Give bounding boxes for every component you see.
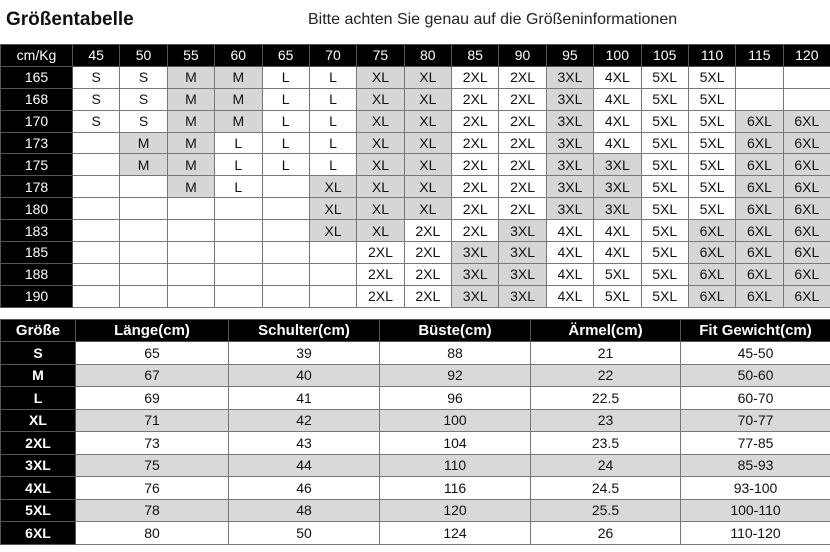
measurement-row bbox=[1, 409, 830, 432]
size-cell: L bbox=[309, 88, 356, 110]
size-cell: XL bbox=[309, 220, 356, 242]
size-cell: 6XL bbox=[688, 285, 735, 307]
size-cell: L bbox=[215, 132, 262, 154]
measurement-cell: 67 bbox=[76, 364, 229, 387]
size-cell bbox=[73, 132, 120, 154]
size-cell: XL bbox=[404, 154, 451, 176]
weight-header-cell: 45 bbox=[73, 45, 120, 67]
height-label: 188 bbox=[1, 263, 73, 285]
size-cell: L bbox=[262, 110, 309, 132]
size-cell bbox=[262, 176, 309, 198]
height-label: 165 bbox=[1, 66, 73, 88]
size-cell: 2XL bbox=[499, 198, 546, 220]
size-cell: 3XL bbox=[499, 285, 546, 307]
measurement-cell: 110 bbox=[380, 454, 531, 477]
measurement-cell: 40 bbox=[229, 364, 380, 387]
size-cell: 6XL bbox=[736, 154, 783, 176]
size-cell: 5XL bbox=[594, 285, 641, 307]
size-cell: 6XL bbox=[783, 176, 830, 198]
size-cell: 2XL bbox=[357, 285, 404, 307]
size-cell bbox=[73, 242, 120, 264]
measurement-cell: 41 bbox=[229, 387, 380, 410]
size-cell: 6XL bbox=[736, 220, 783, 242]
weight-header-cell: 50 bbox=[120, 45, 167, 67]
size-cell: 6XL bbox=[736, 198, 783, 220]
size-cell: 4XL bbox=[546, 285, 593, 307]
measurement-cell: 23 bbox=[531, 409, 681, 432]
measurement-cell: 39 bbox=[229, 342, 380, 365]
height-label: 170 bbox=[1, 110, 73, 132]
measurement-cell: 73 bbox=[76, 432, 229, 455]
size-cell bbox=[262, 198, 309, 220]
size-cell: XL bbox=[357, 220, 404, 242]
size-cell: L bbox=[309, 132, 356, 154]
size-cell: 2XL bbox=[404, 285, 451, 307]
height-label: 185 bbox=[1, 242, 73, 264]
size-cell: 5XL bbox=[641, 198, 688, 220]
size-label: 5XL bbox=[1, 499, 76, 522]
size-cell: 2XL bbox=[452, 176, 499, 198]
size-cell: 4XL bbox=[594, 88, 641, 110]
size-chart-row bbox=[1, 88, 830, 110]
size-cell: XL bbox=[357, 110, 404, 132]
measurement-cell: 46 bbox=[229, 477, 380, 500]
size-chart-row bbox=[1, 198, 830, 220]
size-cell: 4XL bbox=[594, 66, 641, 88]
size-cell: 4XL bbox=[594, 220, 641, 242]
height-label: 178 bbox=[1, 176, 73, 198]
measurement-cell: 93-100 bbox=[681, 477, 830, 500]
size-cell: M bbox=[167, 154, 214, 176]
size-cell: 3XL bbox=[594, 198, 641, 220]
size-cell: 6XL bbox=[783, 154, 830, 176]
size-cell bbox=[736, 66, 783, 88]
size-cell: XL bbox=[357, 176, 404, 198]
size-chart-row bbox=[1, 132, 830, 154]
measurement-cell: 50 bbox=[229, 522, 380, 545]
size-cell: L bbox=[262, 154, 309, 176]
size-cell bbox=[215, 198, 262, 220]
weight-header-cell: 95 bbox=[546, 45, 593, 67]
size-cell: 5XL bbox=[688, 154, 735, 176]
measurement-row bbox=[1, 454, 830, 477]
size-cell: 6XL bbox=[783, 285, 830, 307]
size-cell: 6XL bbox=[688, 263, 735, 285]
weight-header-cell: 80 bbox=[404, 45, 451, 67]
size-cell: M bbox=[167, 110, 214, 132]
size-cell: L bbox=[309, 110, 356, 132]
size-cell: 2XL bbox=[499, 132, 546, 154]
size-chart-row bbox=[1, 154, 830, 176]
size-cell: M bbox=[215, 110, 262, 132]
size-cell: L bbox=[262, 88, 309, 110]
size-cell: XL bbox=[357, 154, 404, 176]
size-cell bbox=[73, 263, 120, 285]
size-cell: M bbox=[215, 88, 262, 110]
column-header: Büste(cm) bbox=[380, 319, 531, 342]
measurement-cell: 124 bbox=[380, 522, 531, 545]
size-cell: 2XL bbox=[499, 88, 546, 110]
size-cell: XL bbox=[404, 198, 451, 220]
measurement-cell: 104 bbox=[380, 432, 531, 455]
measurement-cell: 21 bbox=[531, 342, 681, 365]
size-cell: 2XL bbox=[404, 263, 451, 285]
size-cell: 5XL bbox=[688, 132, 735, 154]
size-cell: 2XL bbox=[452, 198, 499, 220]
size-cell: XL bbox=[357, 132, 404, 154]
size-cell bbox=[73, 198, 120, 220]
size-cell: 5XL bbox=[641, 66, 688, 88]
size-cell: S bbox=[120, 110, 167, 132]
size-cell: XL bbox=[404, 110, 451, 132]
height-label: 173 bbox=[1, 132, 73, 154]
size-cell: L bbox=[262, 66, 309, 88]
size-cell: 6XL bbox=[736, 176, 783, 198]
size-label: M bbox=[1, 364, 76, 387]
size-cell: 5XL bbox=[594, 263, 641, 285]
size-cell bbox=[167, 220, 214, 242]
size-cell bbox=[120, 242, 167, 264]
size-cell: 3XL bbox=[546, 88, 593, 110]
size-cell: 6XL bbox=[736, 285, 783, 307]
size-cell bbox=[309, 285, 356, 307]
size-cell: 4XL bbox=[546, 242, 593, 264]
size-cell bbox=[736, 88, 783, 110]
size-label: S bbox=[1, 342, 76, 365]
size-label: 3XL bbox=[1, 454, 76, 477]
size-cell: 6XL bbox=[783, 242, 830, 264]
measurements-table bbox=[0, 319, 830, 545]
measurement-row bbox=[1, 364, 830, 387]
size-cell: 6XL bbox=[736, 242, 783, 264]
page-subtitle: Bitte achten Sie genau auf die Größeninformationen bbox=[308, 11, 678, 28]
corner-label: cm/Kg bbox=[1, 45, 73, 67]
size-cell: XL bbox=[404, 132, 451, 154]
size-cell: 2XL bbox=[452, 88, 499, 110]
height-label: 190 bbox=[1, 285, 73, 307]
measurement-cell: 65 bbox=[76, 342, 229, 365]
weight-header-cell: 85 bbox=[452, 45, 499, 67]
size-cell: XL bbox=[404, 66, 451, 88]
size-chart-row bbox=[1, 66, 830, 88]
size-cell: 6XL bbox=[783, 263, 830, 285]
size-cell: M bbox=[167, 132, 214, 154]
size-cell bbox=[73, 154, 120, 176]
measurement-cell: 100 bbox=[380, 409, 531, 432]
size-chart-header-row bbox=[1, 45, 830, 67]
size-cell: XL bbox=[404, 88, 451, 110]
size-cell: 2XL bbox=[452, 154, 499, 176]
measurement-cell: 77-85 bbox=[681, 432, 830, 455]
size-cell bbox=[167, 285, 214, 307]
size-cell: 4XL bbox=[594, 242, 641, 264]
size-label: 4XL bbox=[1, 477, 76, 500]
measurement-cell: 22.5 bbox=[531, 387, 681, 410]
size-cell: 5XL bbox=[641, 88, 688, 110]
size-cell: 3XL bbox=[452, 285, 499, 307]
size-cell: 5XL bbox=[641, 110, 688, 132]
column-header: Fit Gewicht(cm) bbox=[681, 319, 830, 342]
size-cell: 3XL bbox=[499, 242, 546, 264]
measurement-row bbox=[1, 342, 830, 365]
size-cell bbox=[309, 263, 356, 285]
size-cell: 2XL bbox=[357, 242, 404, 264]
size-cell: XL bbox=[404, 176, 451, 198]
column-header: Schulter(cm) bbox=[229, 319, 380, 342]
measurement-cell: 24.5 bbox=[531, 477, 681, 500]
size-cell: 5XL bbox=[641, 154, 688, 176]
measurement-cell: 24 bbox=[531, 454, 681, 477]
size-cell: 3XL bbox=[594, 154, 641, 176]
weight-header-cell: 90 bbox=[499, 45, 546, 67]
size-cell bbox=[215, 263, 262, 285]
size-chart-row bbox=[1, 220, 830, 242]
measurement-cell: 44 bbox=[229, 454, 380, 477]
size-cell: L bbox=[309, 154, 356, 176]
size-cell: XL bbox=[357, 88, 404, 110]
height-label: 180 bbox=[1, 198, 73, 220]
size-cell: 2XL bbox=[452, 220, 499, 242]
size-chart-row bbox=[1, 285, 830, 307]
size-label: L bbox=[1, 387, 76, 410]
size-cell: 6XL bbox=[736, 263, 783, 285]
height-label: 168 bbox=[1, 88, 73, 110]
size-cell: 3XL bbox=[546, 154, 593, 176]
size-cell bbox=[73, 220, 120, 242]
size-cell bbox=[783, 66, 830, 88]
size-cell: 6XL bbox=[688, 242, 735, 264]
size-cell: 3XL bbox=[546, 66, 593, 88]
size-cell: 5XL bbox=[688, 176, 735, 198]
column-header: Länge(cm) bbox=[76, 319, 229, 342]
size-cell bbox=[262, 285, 309, 307]
measurement-row bbox=[1, 432, 830, 455]
size-chart-row bbox=[1, 242, 830, 264]
size-cell bbox=[262, 242, 309, 264]
measurement-row bbox=[1, 477, 830, 500]
page-title: Größentabelle bbox=[6, 9, 134, 30]
size-cell: XL bbox=[309, 176, 356, 198]
measurement-cell: 50-60 bbox=[681, 364, 830, 387]
height-label: 175 bbox=[1, 154, 73, 176]
size-cell: 6XL bbox=[783, 132, 830, 154]
measurement-cell: 71 bbox=[76, 409, 229, 432]
measurement-row bbox=[1, 387, 830, 410]
measurement-cell: 110-120 bbox=[681, 522, 830, 545]
size-label: XL bbox=[1, 409, 76, 432]
size-cell: 2XL bbox=[499, 176, 546, 198]
size-cell: 3XL bbox=[546, 176, 593, 198]
measurement-row bbox=[1, 522, 830, 545]
measurements-header-row bbox=[1, 319, 830, 342]
measurement-cell: 78 bbox=[76, 499, 229, 522]
measurement-cell: 43 bbox=[229, 432, 380, 455]
size-cell: 2XL bbox=[452, 110, 499, 132]
measurement-cell: 76 bbox=[76, 477, 229, 500]
weight-header-cell: 115 bbox=[736, 45, 783, 67]
size-cell: 2XL bbox=[499, 110, 546, 132]
size-chart-row bbox=[1, 110, 830, 132]
weight-header-cell: 105 bbox=[641, 45, 688, 67]
size-cell: 5XL bbox=[641, 285, 688, 307]
size-cell: M bbox=[167, 176, 214, 198]
size-cell: 2XL bbox=[499, 154, 546, 176]
size-cell: 2XL bbox=[404, 220, 451, 242]
size-cell: M bbox=[215, 66, 262, 88]
size-cell bbox=[73, 285, 120, 307]
measurement-row bbox=[1, 499, 830, 522]
size-cell: M bbox=[120, 154, 167, 176]
size-cell: 3XL bbox=[594, 176, 641, 198]
size-cell: L bbox=[215, 176, 262, 198]
size-cell: S bbox=[73, 110, 120, 132]
size-cell: 2XL bbox=[452, 66, 499, 88]
size-cell bbox=[215, 285, 262, 307]
size-chart-row bbox=[1, 263, 830, 285]
size-cell: S bbox=[73, 66, 120, 88]
height-label: 183 bbox=[1, 220, 73, 242]
size-cell: 6XL bbox=[783, 110, 830, 132]
size-cell bbox=[167, 242, 214, 264]
page-header bbox=[0, 0, 830, 44]
size-cell: S bbox=[73, 88, 120, 110]
measurement-cell: 48 bbox=[229, 499, 380, 522]
size-cell: 4XL bbox=[546, 220, 593, 242]
size-chart-table bbox=[0, 44, 830, 308]
weight-header-cell: 110 bbox=[688, 45, 735, 67]
size-label: 6XL bbox=[1, 522, 76, 545]
measurement-cell: 92 bbox=[380, 364, 531, 387]
column-header: Größe bbox=[1, 319, 76, 342]
size-cell bbox=[120, 198, 167, 220]
size-cell: 3XL bbox=[452, 263, 499, 285]
size-cell: 5XL bbox=[641, 242, 688, 264]
size-cell: 4XL bbox=[546, 263, 593, 285]
measurement-cell: 22 bbox=[531, 364, 681, 387]
measurement-cell: 120 bbox=[380, 499, 531, 522]
size-cell: 6XL bbox=[783, 198, 830, 220]
measurement-cell: 42 bbox=[229, 409, 380, 432]
column-header: Ärmel(cm) bbox=[531, 319, 681, 342]
measurement-cell: 26 bbox=[531, 522, 681, 545]
measurement-cell: 45-50 bbox=[681, 342, 830, 365]
measurement-cell: 70-77 bbox=[681, 409, 830, 432]
size-cell: XL bbox=[357, 198, 404, 220]
measurement-cell: 88 bbox=[380, 342, 531, 365]
size-label: 2XL bbox=[1, 432, 76, 455]
measurement-cell: 60-70 bbox=[681, 387, 830, 410]
size-cell: L bbox=[215, 154, 262, 176]
size-cell: 3XL bbox=[546, 110, 593, 132]
size-cell: 6XL bbox=[736, 132, 783, 154]
weight-header-cell: 75 bbox=[357, 45, 404, 67]
size-cell: 5XL bbox=[688, 198, 735, 220]
size-cell: 6XL bbox=[783, 220, 830, 242]
size-cell bbox=[215, 220, 262, 242]
size-cell bbox=[215, 242, 262, 264]
size-cell: 5XL bbox=[641, 176, 688, 198]
measurement-cell: 25.5 bbox=[531, 499, 681, 522]
size-cell bbox=[73, 176, 120, 198]
measurement-cell: 80 bbox=[76, 522, 229, 545]
size-cell: L bbox=[262, 132, 309, 154]
size-cell: 4XL bbox=[594, 132, 641, 154]
size-cell: M bbox=[167, 66, 214, 88]
size-cell: L bbox=[309, 66, 356, 88]
measurement-cell: 85-93 bbox=[681, 454, 830, 477]
size-cell: 5XL bbox=[641, 263, 688, 285]
size-cell: 2XL bbox=[452, 132, 499, 154]
weight-header-cell: 55 bbox=[167, 45, 214, 67]
size-cell bbox=[262, 263, 309, 285]
measurement-cell: 100-110 bbox=[681, 499, 830, 522]
size-cell bbox=[309, 242, 356, 264]
size-cell: 5XL bbox=[641, 132, 688, 154]
size-cell: 2XL bbox=[404, 242, 451, 264]
size-cell bbox=[120, 285, 167, 307]
size-cell: 3XL bbox=[499, 220, 546, 242]
weight-header-cell: 100 bbox=[594, 45, 641, 67]
size-cell: 5XL bbox=[688, 88, 735, 110]
size-cell: 3XL bbox=[452, 242, 499, 264]
size-cell bbox=[120, 220, 167, 242]
measurement-cell: 23.5 bbox=[531, 432, 681, 455]
weight-header-cell: 65 bbox=[262, 45, 309, 67]
size-cell: 3XL bbox=[546, 198, 593, 220]
size-cell: 5XL bbox=[688, 66, 735, 88]
size-cell: S bbox=[120, 88, 167, 110]
size-cell: 2XL bbox=[357, 263, 404, 285]
measurement-cell: 116 bbox=[380, 477, 531, 500]
weight-header-cell: 60 bbox=[215, 45, 262, 67]
size-cell bbox=[167, 263, 214, 285]
size-cell bbox=[262, 220, 309, 242]
size-chart-row bbox=[1, 176, 830, 198]
size-cell bbox=[783, 88, 830, 110]
size-cell bbox=[120, 263, 167, 285]
size-cell: 4XL bbox=[594, 110, 641, 132]
size-cell: XL bbox=[357, 66, 404, 88]
size-cell: 5XL bbox=[641, 220, 688, 242]
measurement-cell: 75 bbox=[76, 454, 229, 477]
size-cell bbox=[120, 176, 167, 198]
size-cell: 3XL bbox=[499, 263, 546, 285]
size-cell: 2XL bbox=[499, 66, 546, 88]
size-cell: M bbox=[167, 88, 214, 110]
size-cell: S bbox=[120, 66, 167, 88]
size-cell: 6XL bbox=[688, 220, 735, 242]
size-cell: 3XL bbox=[546, 132, 593, 154]
weight-header-cell: 70 bbox=[309, 45, 356, 67]
measurement-cell: 69 bbox=[76, 387, 229, 410]
size-cell bbox=[167, 198, 214, 220]
size-cell: 6XL bbox=[736, 110, 783, 132]
size-cell: 5XL bbox=[688, 110, 735, 132]
measurement-cell: 96 bbox=[380, 387, 531, 410]
size-cell: XL bbox=[309, 198, 356, 220]
size-cell: M bbox=[120, 132, 167, 154]
weight-header-cell: 120 bbox=[783, 45, 830, 67]
